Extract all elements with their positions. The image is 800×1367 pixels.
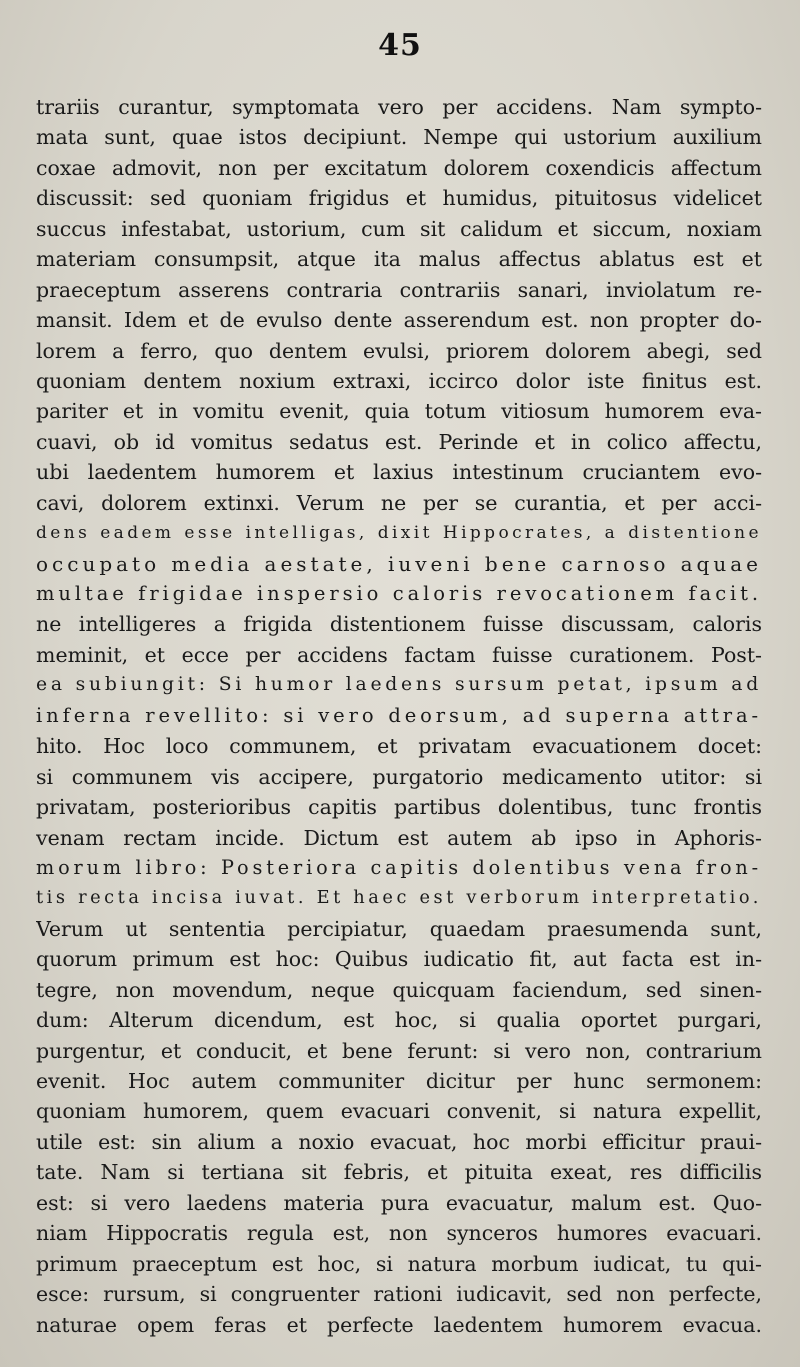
text-line: dens eadem esse intelligas, dixit Hippocrates, a distentione [36, 523, 762, 544]
text-line: primum praeceptum est hoc, si natura morbum iudicat, tu qui- [36, 1251, 762, 1276]
text-line: hito. Hoc loco communem, et privatam evacuationem docet: [36, 734, 762, 759]
text-line: ubi laedentem humorem et laxius intestinum cruciantem evo- [36, 460, 762, 485]
text-line: privatam, posterioribus capitis partibus dolentibus, tunc frontis [36, 795, 762, 820]
text-line: naturae opem feras et perfecte laedentem humorem evacua. [36, 1312, 762, 1337]
text-line: quorum primum est hoc: Quibus iudicatio fit, aut facta est in- [36, 947, 762, 972]
text-line: cuavi, ob id vomitus sedatus est. Perinde et in colico affectu, [36, 429, 762, 454]
page-number: 45 [378, 28, 422, 63]
text-line: cavi, dolorem extinxi. Verum ne per se curantia, et per acci- [36, 490, 762, 515]
text-line: tegre, non movendum, neque quicquam faciendum, sed sinen- [36, 977, 762, 1002]
text-line: tis recta incisa iuvat. Et haec est verborum interpretatio. [36, 888, 762, 909]
text-line: mansit. Idem et de evulso dente asserendum est. non propter do- [36, 308, 762, 333]
text-line: quoniam humorem, quem evacuari convenit, si natura expellit, [36, 1099, 762, 1124]
text-line: inferna revellito: si vero deorsum, ad superna attra- [36, 703, 762, 727]
text-line: venam rectam incide. Dictum est autem ab ipso in Aphoris- [36, 825, 762, 850]
text-line: pariter et in vomitu evenit, quia totum vitiosum humorem eva- [36, 399, 762, 424]
text-line: mata sunt, quae istos decipiunt. Nempe qui ustorium auxilium [36, 125, 762, 150]
text-line: tate. Nam si tertiana sit febris, et pituita exeat, res difficilis [36, 1160, 762, 1185]
text-line: niam Hippocratis regula est, non synceros humores evacuari. [36, 1221, 762, 1246]
text-line: meminit, et ecce per accidens factam fuisse curationem. Post- [36, 642, 762, 667]
text-line: purgentur, et conducit, et bene ferunt: si vero non, contrarium [36, 1038, 762, 1063]
text-line: trariis curantur, symptomata vero per accidens. Nam sympto- [36, 95, 762, 119]
text-line: quoniam dentem noxium extraxi, iccirco dolor iste finitus est. [36, 368, 762, 393]
text-line: esce: rursum, si congruenter rationi iudicavit, sed non perfecte, [36, 1282, 762, 1307]
text-line: dum: Alterum dicendum, est hoc, si qualia oportet purgari, [36, 1008, 762, 1033]
text-line: ne intelligeres a frigida distentionem fuisse discussam, caloris [36, 612, 762, 637]
text-line: praeceptum asserens contraria contrariis sanari, inviolatum re- [36, 277, 762, 302]
text-line: coxae admovit, non per excitatum dolorem coxendicis affectum [36, 155, 762, 180]
text-line: occupato media aestate, iuveni bene carnoso aquae [36, 551, 762, 576]
text-line: evenit. Hoc autem communiter dicitur per hunc sermonem: [36, 1069, 762, 1093]
text-line: utile est: sin alium a noxio evacuat, hoc morbi efficitur praui- [36, 1129, 762, 1154]
text-line: Verum ut sententia percipiatur, quaedam praesumenda sunt, [36, 916, 762, 941]
text-line: succus infestabat, ustorium, cum sit calidum et siccum, noxiam [36, 216, 762, 241]
text-line: materiam consumpsit, atque ita malus affectus ablatus est et [36, 247, 762, 272]
text-line: est: si vero laedens materia pura evacuatur, malum est. Quo- [36, 1190, 762, 1215]
text-line: discussit: sed quoniam frigidus et humidus, pituitosus videlicet [36, 186, 762, 211]
body-text [36, 92, 762, 1340]
text-line: morum libro: Posteriora capitis dolentibus vena fron- [36, 855, 762, 879]
text-line: multae frigidae inspersio caloris revocationem facit. [36, 582, 762, 605]
text-line: lorem a ferro, quo dentem evulsi, priorem dolorem abegi, sed [36, 338, 762, 363]
text-line: si communem vis accipere, purgatorio medicamento utitor: si [36, 764, 762, 789]
text-line: ea subiungit: Si humor laedens sursum petat, ipsum ad [36, 674, 762, 696]
